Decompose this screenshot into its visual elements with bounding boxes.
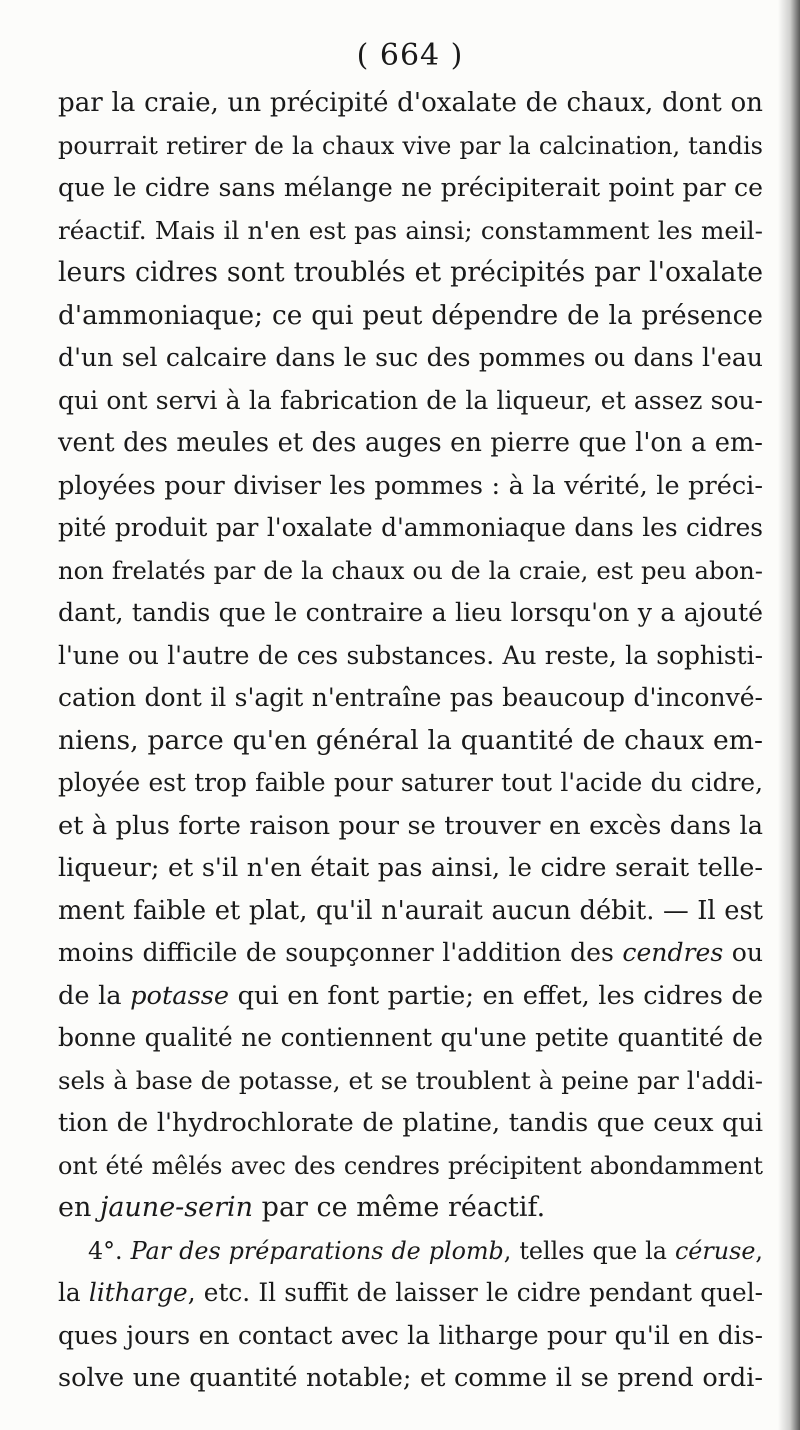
text-segment: par la craie, un précipité d'oxalate de chaux, dont on: [58, 88, 763, 118]
italic-text-segment: jaune-serin: [99, 1192, 254, 1223]
text-line: [58, 1357, 763, 1400]
text-segment: la: [58, 1278, 89, 1307]
italic-text-segment: céruse: [674, 1236, 756, 1265]
text-line: [58, 1230, 763, 1273]
text-line: [58, 592, 763, 635]
text-line: [58, 1187, 763, 1230]
text-line: [58, 1315, 763, 1358]
text-line: [58, 465, 763, 508]
text-segment: ployée est trop faible pour saturer tout l'acide du cidre,: [58, 768, 763, 797]
text-line: [58, 805, 763, 848]
text-segment: dant, tandis que le contraire a lieu lorsqu'on y a ajouté: [58, 598, 763, 627]
text-segment: leurs cidres sont troublés et précipités par l'oxalate: [58, 257, 763, 288]
text-line: [58, 762, 763, 805]
text-segment: pité produit par l'oxalate d'ammoniaque dans les cidres: [58, 513, 763, 542]
text-segment: solve une quantité notable; et comme il se prend ordi-: [58, 1363, 763, 1393]
text-line: [58, 210, 763, 253]
text-segment: ployées pour diviser les pommes : à la vérité, le préci-: [58, 470, 763, 501]
text-line: [58, 1017, 763, 1060]
text-segment: l'une ou l'autre de ces substances. Au reste, la sophisti-: [58, 640, 763, 670]
text-line: [58, 295, 763, 338]
text-segment: par ce même réactif.: [253, 1192, 546, 1223]
text-segment: sels à base de potasse, et se troublent à peine par l'addi-: [58, 1065, 763, 1095]
text-segment: ou: [723, 938, 763, 967]
text-line: [58, 1060, 763, 1103]
text-segment: d'un sel calcaire dans le suc des pommes ou dans l'eau: [58, 343, 763, 372]
text-segment: d'ammoniaque; ce qui peut dépendre de la présence: [58, 300, 763, 331]
text-segment: qui ont servi à la fabrication de la liqueur, et assez sou-: [58, 385, 763, 415]
italic-text-segment: litharge: [88, 1278, 188, 1307]
body-text: [58, 82, 763, 1400]
text-segment: qui en font partie; en effet, les cidres de: [229, 980, 763, 1011]
text-line: [58, 677, 763, 720]
text-segment: ques jours en contact avec la litharge pour qu'il en dis-: [58, 1320, 763, 1350]
text-line: [58, 380, 763, 423]
text-segment: pourrait retirer de la chaux vive par la calcination, tandis: [58, 131, 763, 160]
text-line: [58, 252, 763, 295]
text-line: [58, 635, 763, 678]
text-line: [58, 890, 763, 933]
text-segment: liqueur; et s'il n'en était pas ainsi, le cidre serait telle-: [58, 853, 763, 883]
text-line: [58, 720, 763, 763]
text-segment: bonne qualité ne contiennent qu'une petite quantité de: [58, 1023, 763, 1052]
text-segment: 4°.: [88, 1236, 131, 1265]
text-segment: cation dont il s'agit n'entraîne pas beaucoup d'inconvé-: [58, 683, 763, 712]
text-line: [58, 422, 763, 465]
text-line: [58, 847, 763, 890]
text-line: [58, 975, 763, 1018]
page-edge-shadow: [778, 0, 800, 1430]
text-segment: ment faible et plat, qu'il n'aurait aucun débit. — Il est: [58, 895, 763, 926]
text-line: [58, 82, 763, 125]
text-segment: que le cidre sans mélange ne précipiterait point par ce: [58, 173, 763, 202]
text-segment: non frelatés par de la chaux ou de la craie, est peu abon-: [58, 555, 763, 585]
text-line: [58, 125, 763, 168]
text-line: [58, 932, 763, 975]
text-segment: de la: [58, 980, 131, 1011]
text-segment: ont été mêlés avec des cendres précipitent abondamment: [58, 1151, 763, 1180]
text-segment: vent des meules et des auges en pierre que l'on a em-: [58, 428, 763, 458]
text-line: [58, 1272, 763, 1315]
text-line: [58, 1102, 763, 1145]
text-line: [58, 167, 763, 210]
italic-text-segment: cendres: [622, 938, 724, 967]
text-segment: , telles que la: [503, 1236, 675, 1265]
text-line: [58, 1145, 763, 1188]
text-line: [58, 550, 763, 593]
italic-text-segment: Par des préparations de plomb: [130, 1236, 504, 1265]
text-segment: tion de l'hydrochlorate de platine, tandis que ceux qui: [58, 1108, 763, 1138]
text-segment: en: [58, 1192, 100, 1223]
text-line: [58, 337, 763, 380]
page-number: ( 664 ): [356, 38, 464, 73]
text-segment: , etc. Il suffit de laisser le cidre pendant quel-: [187, 1278, 763, 1307]
text-segment: ,: [755, 1236, 763, 1265]
text-segment: réactif. Mais il n'en est pas ainsi; constamment les meil-: [58, 215, 763, 245]
text-segment: et à plus forte raison pour se trouver en excès dans la: [58, 810, 763, 841]
text-segment: niens, parce qu'en général la quantité de chaux em-: [58, 724, 763, 756]
text-segment: moins difficile de soupçonner l'addition des: [58, 938, 623, 967]
text-line: [58, 507, 763, 550]
italic-text-segment: potasse: [130, 980, 230, 1011]
